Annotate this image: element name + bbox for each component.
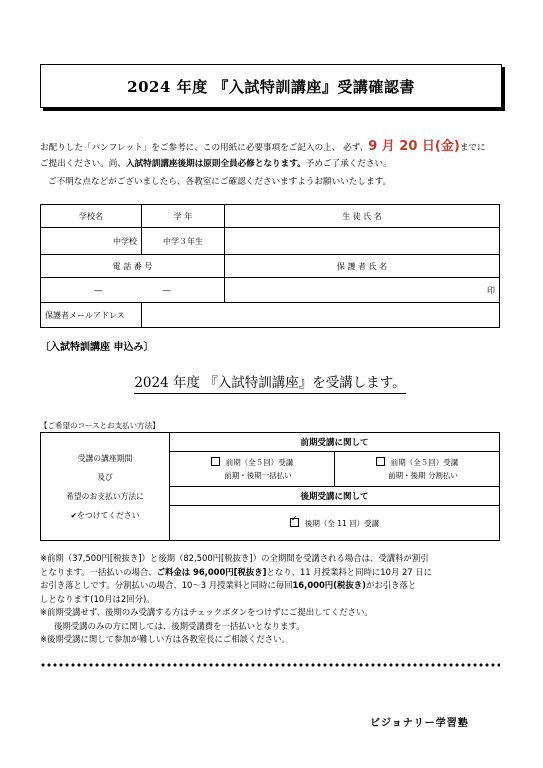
intro-line-1 (40, 140, 486, 155)
intro-text: までに (459, 143, 486, 153)
first-term-header: 前期受講に関して (170, 433, 500, 452)
school-field[interactable]: 中学校 (41, 228, 142, 255)
course-heading: 【ご希望のコースとお支払い方法】 (40, 421, 160, 430)
school-header: 学校名 (41, 205, 142, 228)
option-installments[interactable]: 前期（全５回）受講 前期・後期 分割払い (335, 452, 500, 487)
guardian-header: 保 護 者 氏 名 (225, 255, 500, 278)
notes: ※前期（37,500円[税抜き]）と後期（82,500円[税抜き]）の全期間を受講される場合は、受講料が割引 となります。一括払いの場合、ご料金は 96,000円[税抜き]となり、11 月授業料と同時に10月 27 日に お引き落としです。分割払いの場合、10～3 月授業料と同時に毎回16,000円(税抜き)がお引き落と しとなります(10月は2回分)。 ※前期受講せず、後期のみ受講する方はチェックボタンをつけずにご提出してください。 後期受講のみの方に関しては、後期受講費を一括払いとなります。 ※後期受講に関して参加が難しい方は各教室長にご相談ください。 (40, 553, 433, 644)
student-name-header: 生 徒 氏 名 (225, 205, 500, 228)
guardian-field[interactable] (225, 278, 500, 303)
phone-header: 電 話 番 号 (41, 255, 225, 278)
title-box (40, 64, 502, 108)
seal-mark: 印 (487, 285, 495, 295)
grade-header: 学 年 (142, 205, 225, 228)
grade-field: 中学３年生 (142, 228, 225, 255)
section-heading: 〔入試特訓講座 申込み〕 (40, 342, 154, 353)
document-title: 2024 年度 『入試特訓講座』受講確認書 (127, 77, 415, 96)
course-table (40, 432, 500, 541)
dotted-divider (40, 663, 500, 667)
instructions-cell: 受講の講座期間 及び 希望のお支払い方法に ✔をつけてください (41, 433, 170, 541)
email-field[interactable] (142, 303, 500, 328)
second-term-header: 後期受講に関して (170, 487, 500, 506)
checkbox-second-term[interactable] (290, 518, 299, 527)
intro-line-3: ご不明な点などがございましたら、各教室にご確認くださいますようお願いいたします。 (48, 177, 392, 187)
option-lump-sum[interactable]: 前期（全５回）受講 前期・後期一括払い (170, 452, 335, 487)
phone-field[interactable]: ― ― (41, 278, 225, 303)
intro-text: お配りした「パンフレット」をご参考に、この用紙に必要事項をご記入の上、 必ず、 (40, 143, 369, 153)
option-second-term[interactable]: ✓後期（全 11 回）受講 (170, 506, 500, 541)
intro-line-2: ご提出ください。尚、入試特訓講座後期は原則全員必修となります。予めご了承ください。 (40, 159, 392, 169)
apply-statement: 2024 年度 『入試特訓講座』を受講します。 (40, 371, 500, 391)
email-label: 保護者メールアドレス (41, 303, 142, 328)
student-info-table (40, 204, 500, 328)
deadline-date: 9 月 20 日(金) (368, 139, 460, 154)
checkbox-installments[interactable] (376, 457, 385, 466)
school-name: ビジョナリー学習塾 (370, 718, 469, 729)
student-name-field[interactable] (225, 228, 500, 255)
mandatory-notice: 入試特訓講座後期は原則全員必修となります。 (125, 159, 306, 169)
checkbox-lump-sum[interactable] (211, 457, 220, 466)
